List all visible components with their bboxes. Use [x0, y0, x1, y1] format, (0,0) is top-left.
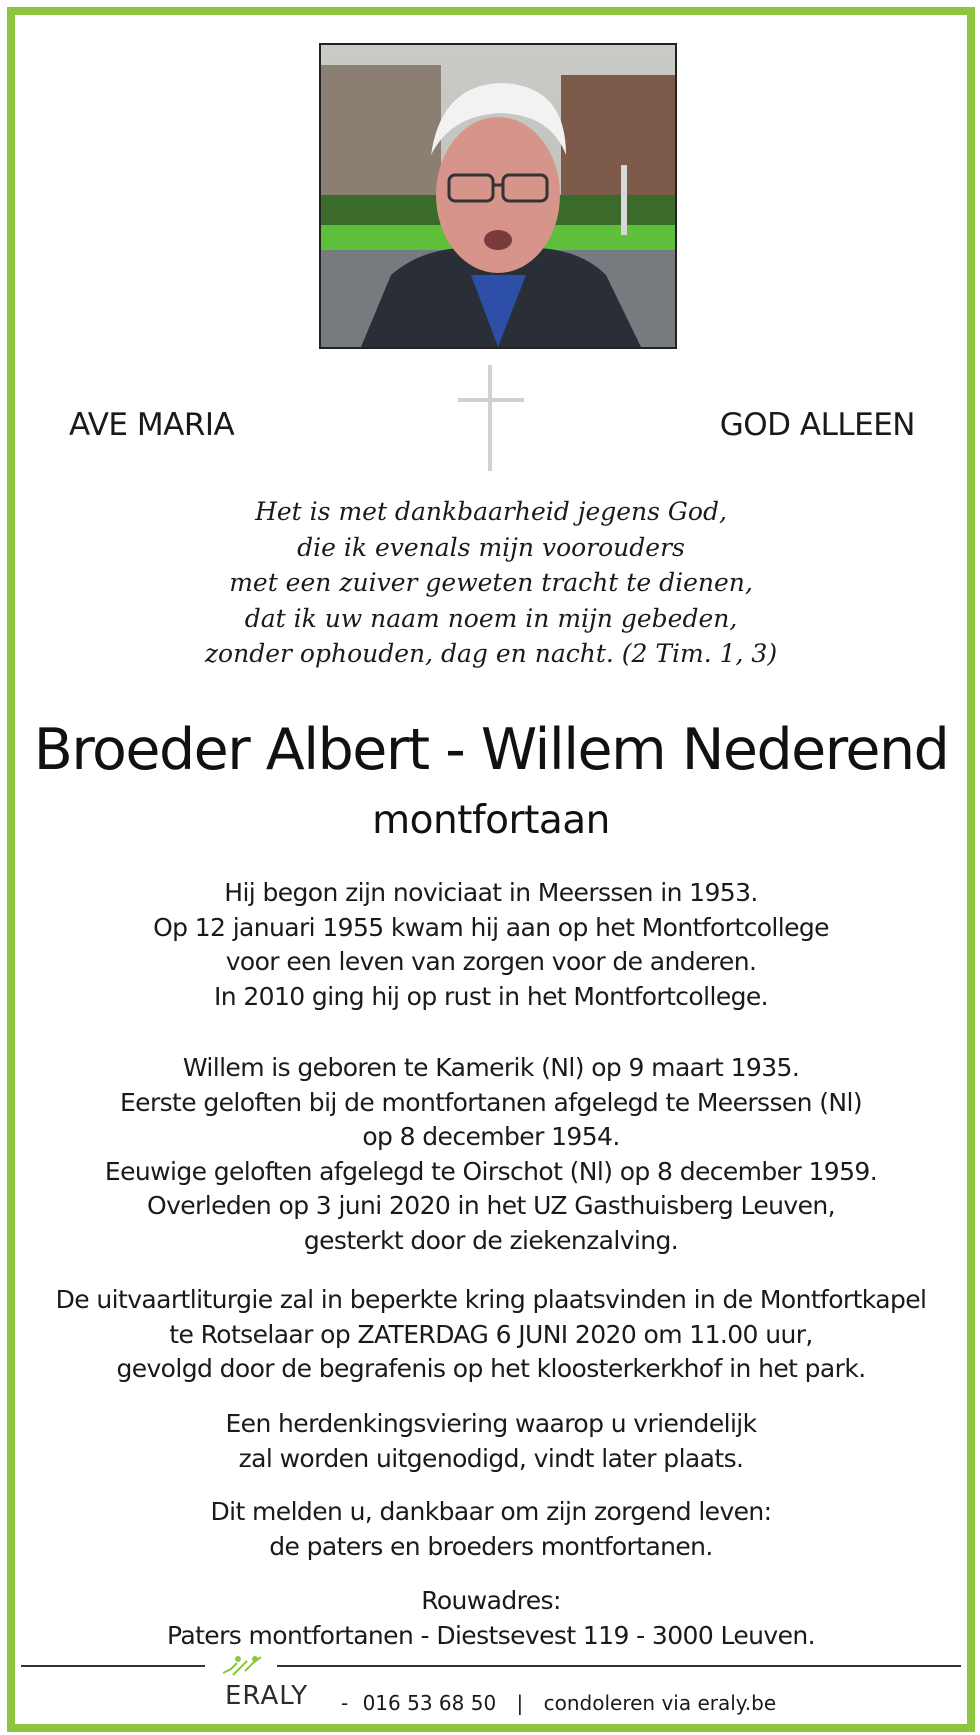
motto-left: AVE MARIA: [69, 407, 235, 443]
motto-right: GOD ALLEEN: [719, 407, 915, 443]
text-line: gesterkt door de ziekenzalving.: [303, 1225, 679, 1255]
verse-line: die ik evenals mijn voorouders: [297, 532, 685, 562]
obituary-card: [15, 15, 967, 1724]
text-line: Eeuwige geloften afgelegd te Oirschot (Nl) op 8 december 1959.: [104, 1156, 878, 1186]
text-line: voor een leven van zorgen voor de anderen.: [225, 947, 757, 976]
footer-separator: |: [516, 1691, 524, 1715]
text-line: Willem is geboren te Kamerik (Nl) op 9 maart 1935.: [182, 1053, 800, 1082]
deceased-title: montfortaan: [372, 798, 610, 843]
paragraph-career: [15, 876, 967, 1014]
text-line: zal worden uitgenodigd, vindt later plaats.: [238, 1443, 744, 1473]
deceased-name: Broeder Albert - Willem Nederend: [33, 717, 949, 783]
verse-line: met een zuiver geweten tracht te dienen,: [229, 568, 753, 597]
text-line: Overleden op 3 juni 2020 in het UZ Gasthuisberg Leuven,: [147, 1191, 835, 1220]
text-line: Een herdenkingsviering waarop u vriendelijk: [225, 1409, 757, 1438]
verse-line: zonder ophouden, dag en nacht. (2 Tim. 1, 3): [204, 639, 778, 668]
text-line: te Rotselaar op ZATERDAG 6 JUNI 2020 om 11.00 uur,: [169, 1319, 813, 1349]
text-line: De uitvaartliturgie zal in beperkte kring plaatsvinden in de Montfortkapel: [55, 1285, 927, 1314]
paragraph-funeral: [15, 1283, 967, 1387]
condolence-link[interactable]: condoleren via eraly.be: [543, 1691, 777, 1715]
paragraph-address: [15, 1584, 967, 1653]
text-line: op 8 december 1954.: [362, 1122, 620, 1151]
text-line: In 2010 ging hij op rust in het Montfortcollege.: [213, 981, 768, 1011]
footer-dash: -: [341, 1691, 349, 1715]
text-line: Paters montfortanen - Diestsevest 119 - 3000 Leuven.: [167, 1620, 815, 1650]
paragraph-memorial: [15, 1407, 967, 1476]
paragraph-announcement: [15, 1495, 967, 1564]
text-line: Rouwadres:: [421, 1586, 561, 1615]
text-line: Hij begon zijn noviciaat in Meerssen in 1953.: [224, 878, 758, 907]
verse-line: Het is met dankbaarheid jegens God,: [255, 497, 727, 526]
brand-name: ERALY: [225, 1681, 309, 1711]
footer-divider: [277, 1665, 961, 1667]
text-line: Eerste geloften bij de montfortanen afgelegd te Meerssen (Nl): [119, 1087, 863, 1117]
cross-icon: [458, 365, 524, 471]
text-line: de paters en broeders montfortanen.: [269, 1531, 713, 1561]
verse-line: dat ik uw naam noem in mijn gebeden,: [244, 603, 738, 633]
portrait-image: [321, 45, 675, 347]
text-line: Op 12 januari 1955 kwam hij aan op het Montfortcollege: [153, 912, 829, 942]
text-line: Dit melden u, dankbaar om zijn zorgend leven:: [210, 1497, 772, 1526]
text-line: gevolgd door de begrafenis op het kloosterkerkhof in het park.: [116, 1354, 866, 1383]
bible-verse: [15, 494, 967, 672]
paragraph-biography: [15, 1051, 967, 1258]
portrait-photo: [319, 43, 677, 349]
footer-divider: [21, 1665, 205, 1667]
footer-contact: [341, 1691, 776, 1715]
page-border: [7, 7, 975, 1732]
phone-number[interactable]: 016 53 68 50: [362, 1691, 497, 1715]
